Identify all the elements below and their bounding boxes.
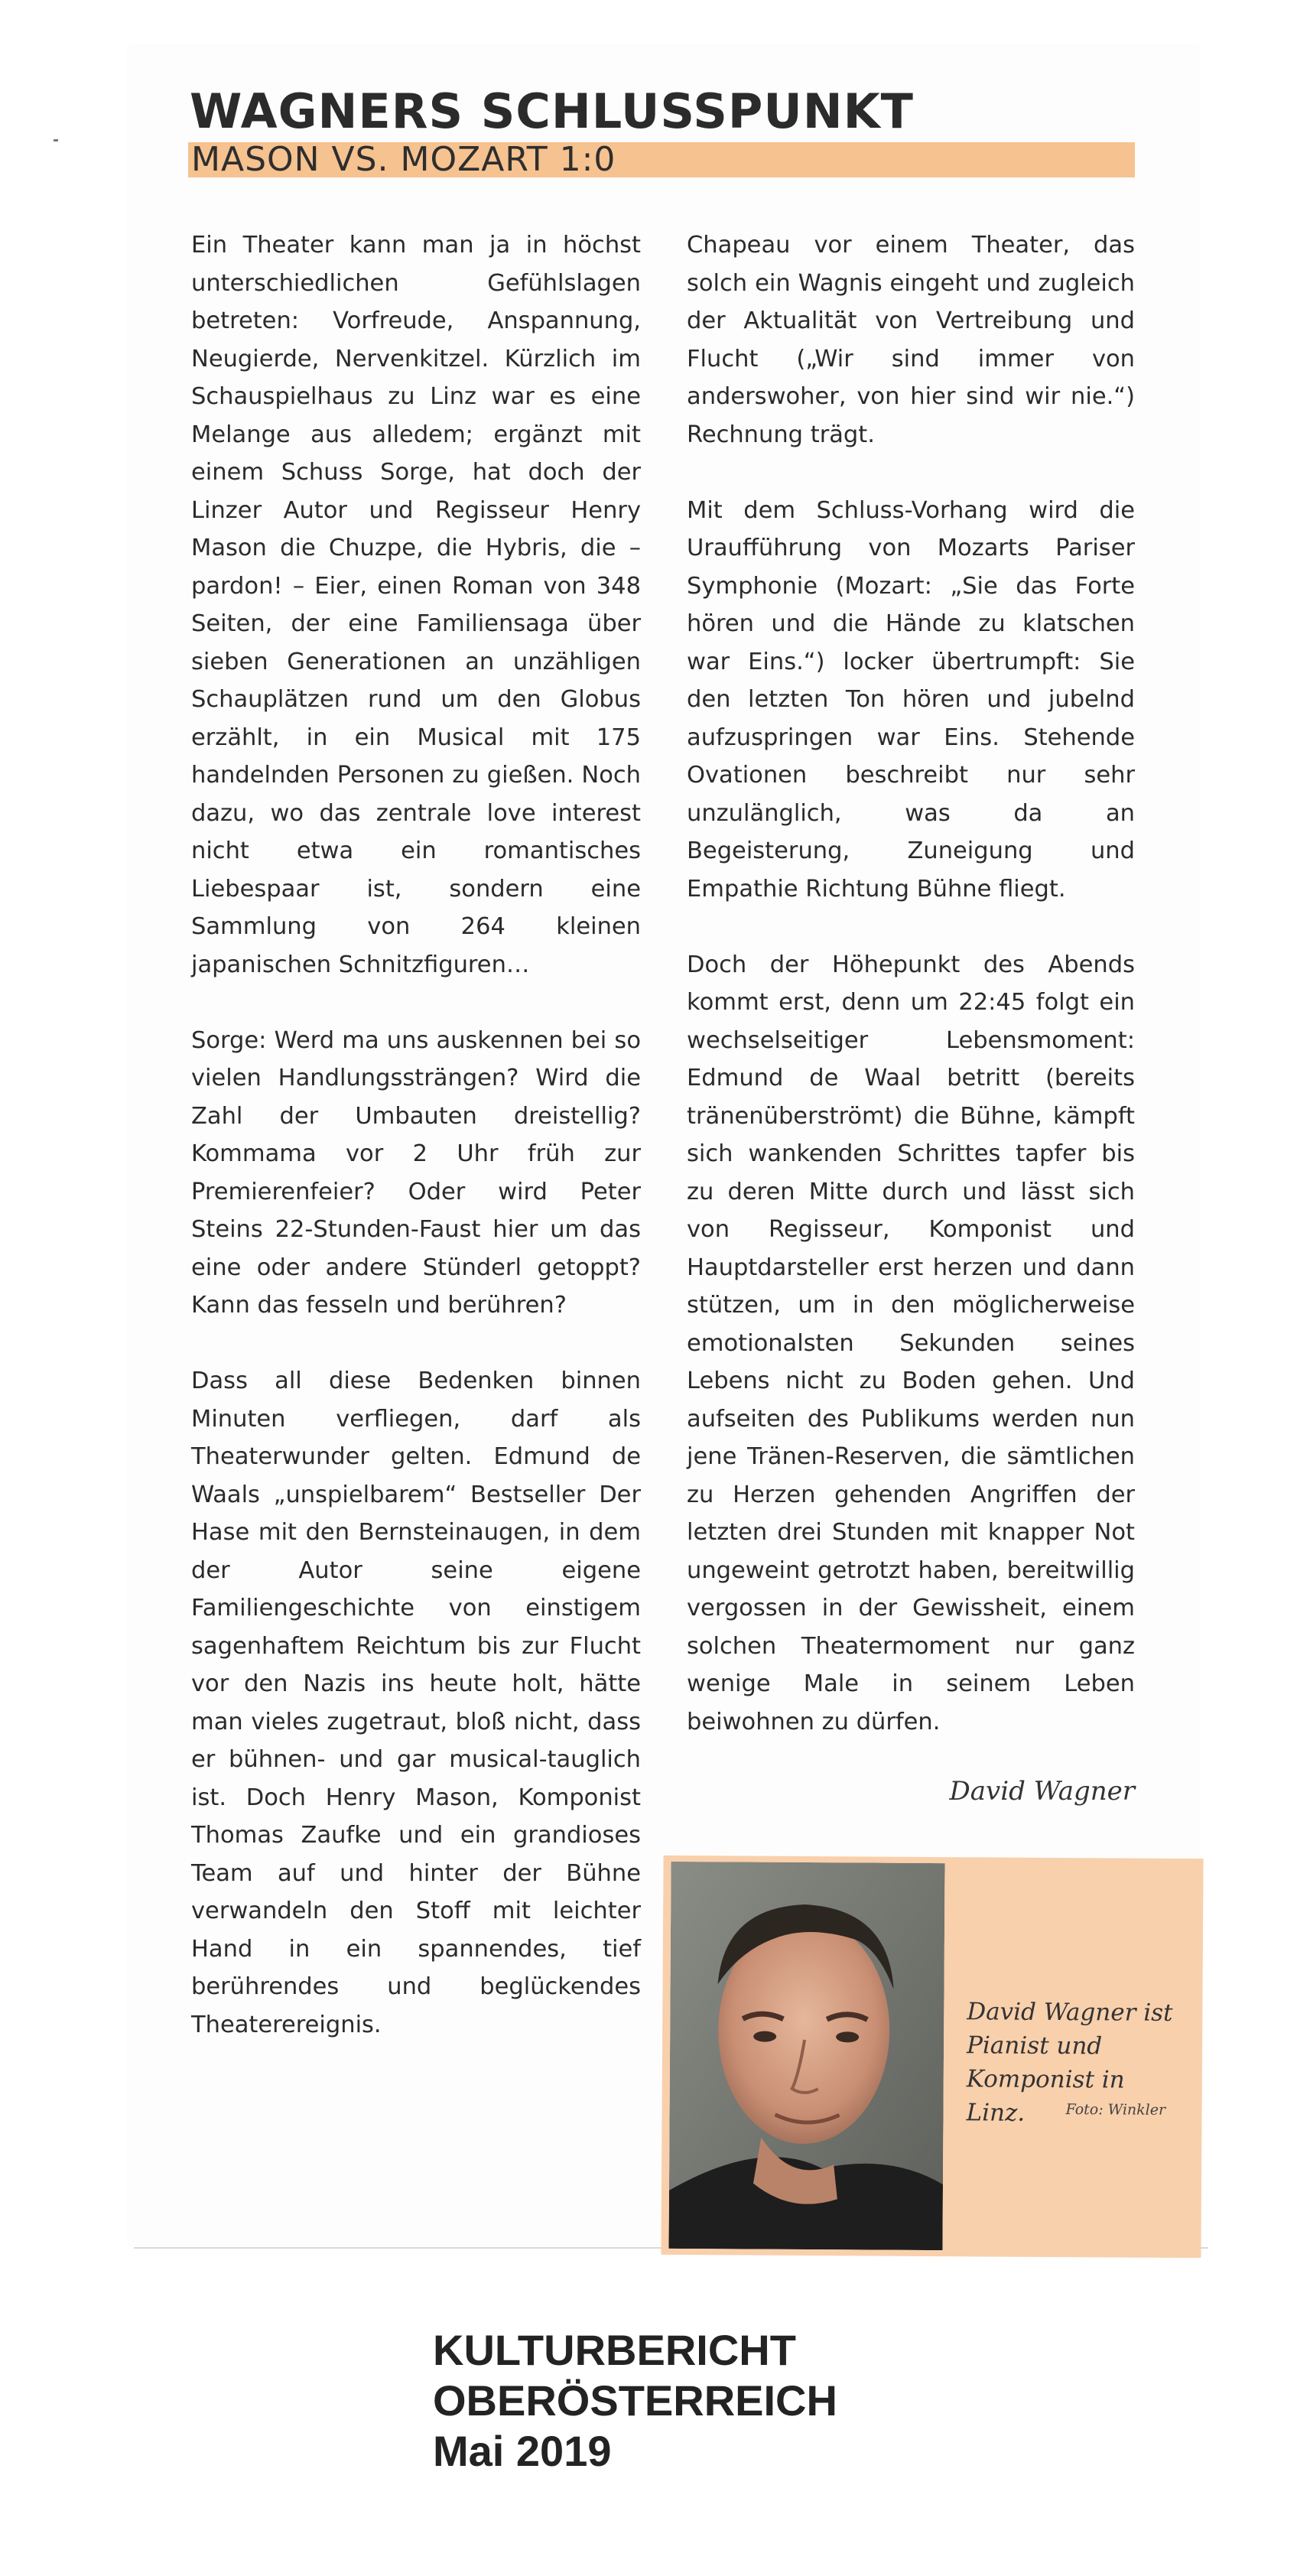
author-signature: David Wagner [949, 1776, 1135, 1807]
article-column-1 [191, 226, 641, 2082]
paragraph-3: Dass all diese Bedenken binnen Minuten verfliegen, darf als Theaterwunder gelten. Edmund de Waals „unspielbarem“ Bestseller Der Hase mit den Bernsteinaugen, in dem der Autor seine eigene Familiengeschichte von einstigem sagenhaftem Reichtum bis zur Flucht vor den Nazis ins heute holt, hätte man vieles zugetraut, bloß nicht, dass er bühnen- und gar musical-tauglich ist. Doch Henry Mason, Komponist Thomas Zaufke und ein grandioses Team auf und hinter der Bühne verwandeln den Stoff mit leichter Hand in ein spannendes, tief berührendes und beglückendes Theaterereignis. [191, 1368, 641, 2038]
paragraph-5: Mit dem Schluss-Vorhang wird die Uraufführung von Mozarts Pariser Symphonie (Mozart: „Sie das Forte hören und die Hände zu klatschen war Eins.“) locker übertrumpft: Sie den letzten Ton hören und jubelnd aufzuspringen war Eins. Stehende Ovationen beschreibt nur sehr unzulänglich, was da an Begeisterung, Zuneigung und Empathie Richtung Bühne fliegt. [687, 496, 1135, 903]
paragraph-2: Sorge: Werd ma uns auskennen bei so vielen Handlungssträngen? Wird die Zahl der Umbauten dreistellig? Kommama vor 2 Uhr früh zur Premierenfeier? Oder wird Peter Steins 22-Stunden-Faust hier um das eine oder andere Stünderl getoppt? Kann das fesseln und berühren? [191, 1026, 641, 1319]
author-portrait [668, 1862, 944, 2250]
scan-speck [54, 139, 58, 141]
paragraph-6: Doch der Höhepunkt des Abends kommt erst, denn um 22:45 folgt ein wechselseitiger Lebensmoment: Edmund de Waal betritt (bereits tränenüberströmt) die Bühne, kämpft sich wankenden Schrittes tapfer bis zu deren Mitte durch und lässt sich von Regisseur, Komponist und Hauptdarsteller erst herzen und dann stützen, um in den möglicherweise emotionalsten Sekunden seines Lebens nicht zu Boden gehen. Und aufseiten des Publikums werden nun jene Tränen-Reserven, die sämtlichen zu Herzen gehenden Angriffen der letzten drei Stunden mit knapper Not ungeweint getrotzt haben, bereitwillig vergossen in der Gewissheit, einem solchen Theatermoment nur ganz wenige Male in seinem Leben beiwohnen zu dürfen. [687, 951, 1135, 1735]
article-subtitle: MASON VS. MOZART 1:0 [191, 140, 616, 179]
photo-credit: Foto: Winkler [1065, 2101, 1166, 2119]
publication-source [433, 2325, 837, 2477]
portrait-illustration [668, 1862, 944, 2250]
source-line-2: OBERÖSTERREICH [433, 2376, 837, 2425]
photo-caption: David Wagner ist Pianist und Komponist in Linz. [966, 1998, 1173, 2127]
source-line-1: KULTURBERICHT [433, 2326, 796, 2374]
article-title: WAGNERS SCHLUSSPUNKT [190, 83, 914, 139]
article-column-2 [687, 226, 1135, 1779]
author-photo-box [661, 1856, 1203, 2258]
paragraph-1: Ein Theater kann man ja in höchst unterschiedlichen Gefühlslagen betreten: Vorfreude, Anspannung, Neugierde, Nervenkitzel. Kürzlich im Schauspielhaus zu Linz war es eine Melange aus alledem; ergänzt mit einem Schuss Sorge, hat doch der Linzer Autor und Regisseur Henry Mason die Chuzpe, die Hybris, die – pardon! – Eier, einen Roman von 348 Seiten, der eine Familiensaga über sieben Generationen an unzähligen Schauplätzen rund um den Globus erzählt, in ein Musical mit 175 handelnden Personen zu gießen. Noch dazu, wo das zentrale love interest nicht etwa ein romantisches Liebespaar ist, sondern eine Sammlung von 264 kleinen japanischen Schnitzfiguren… [191, 232, 641, 978]
source-date: Mai 2019 [433, 2427, 612, 2475]
paragraph-4: Chapeau vor einem Theater, das solch ein Wagnis eingeht und zugleich der Aktualität von Vertreibung und Flucht („Wir sind immer von anderswoher, von hier sind wir nie.“) Rechnung trägt. [687, 232, 1135, 448]
